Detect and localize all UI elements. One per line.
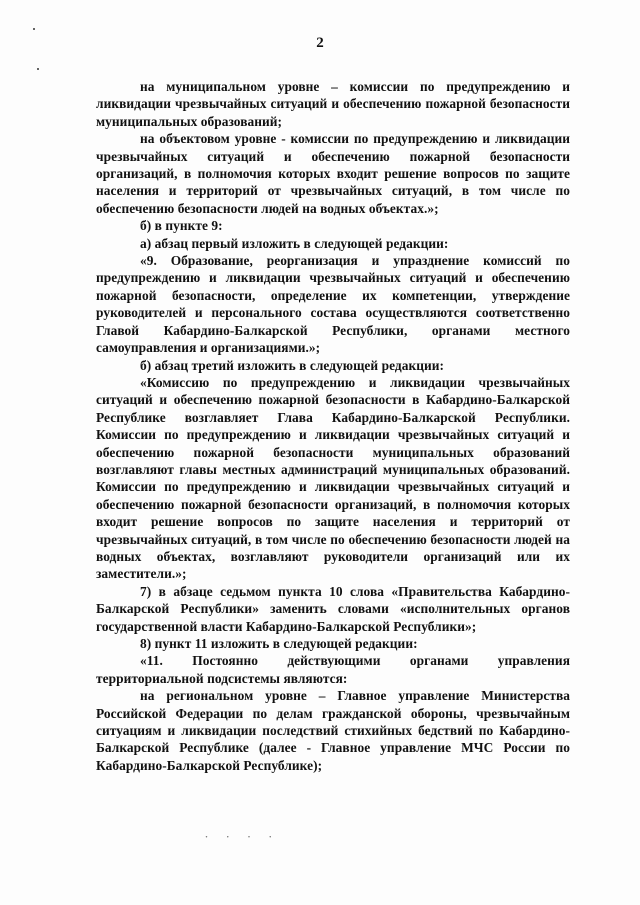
paragraph-clause-9: «9. Образование, реорганизация и упразднение комиссий по предупреждению и ликвидации чрезвычайных ситуаций и обеспечению пожарной безопасности, определение их компетенции, утверждение руководителей и персонального состава осуществляются соответственно Главой Кабардино-Балкарской Республики, органами местного самоуправления и организациями.»; [96, 253, 570, 356]
paragraph-item-8: 8) пункт 11 изложить в следующей редакции: [140, 636, 418, 651]
page-number: 2 [316, 35, 324, 51]
paragraph-regional-level: на региональном уровне – Главное управление Министерства Российской Федерации по делам гражданской обороны, чрезвычайным ситуациям и ликвидации последствий стихийных бедствий по Кабардино-Балкарской Республике (далее - Главное управление МЧС России по Кабардино-Балкарской Республике); [96, 688, 570, 773]
scan-speck [33, 28, 35, 30]
paragraph-item-7: 7) в абзаце седьмом пункта 10 слова «Правительства Кабардино-Балкарской Республики» заменить словами «исполнительных органов государственной власти Кабардино-Балкарской Республики»; [96, 583, 570, 634]
paragraph-municipal-level: на муниципальном уровне – комиссии по предупреждению и ликвидации чрезвычайных ситуаций и обеспечению пожарной безопасности муниципальных образований; [96, 79, 570, 129]
scan-speck [37, 68, 39, 70]
scan-dots: · · · · [205, 832, 280, 842]
paragraph-clause-11: «11. Постоянно действующими органами управления территориальной подсистемы являются: [96, 653, 570, 686]
paragraph-subitem-a: а) абзац первый изложить в следующей редакции: [140, 235, 449, 251]
paragraph-commission-head: «Комиссию по предупреждению и ликвидации чрезвычайных ситуаций и обеспечению пожарной безопасности в Кабардино-Балкарской Республике возглавляет Глава Кабардино-Балкарской Республики. Комиссии по предупреждению и ликвидации чрезвычайных ситуаций и обеспечению пожарной безопасности муниципальных образований возглавляют главы местных администраций муниципальных образований. Комиссии по предупреждению и ликвидации чрезвычайных ситуаций и обеспечению пожарной безопасности организаций, в полномочия которых входит решение вопросов по защите населения и территорий от чрезвычайных ситуаций, в том числе по обеспечению безопасности людей на водных объектах, возглавляют руководители организаций или их заместители.»; [96, 374, 570, 582]
paragraph-item-6: б) в пункте 9: [140, 218, 223, 234]
paragraph-object-level: на объектовом уровне - комиссии по предупреждению и ликвидации чрезвычайных ситуаций и обеспечению пожарной безопасности организаций, в полномочия которых входит решение вопросов по защите населения и территорий от чрезвычайных ситуаций, в том числе по обеспечению безопасности людей на водных объектах.»; [96, 131, 570, 216]
paragraph-subitem-b: б) абзац третий изложить в следующей редакции: [140, 357, 445, 373]
body-text [96, 78, 570, 774]
